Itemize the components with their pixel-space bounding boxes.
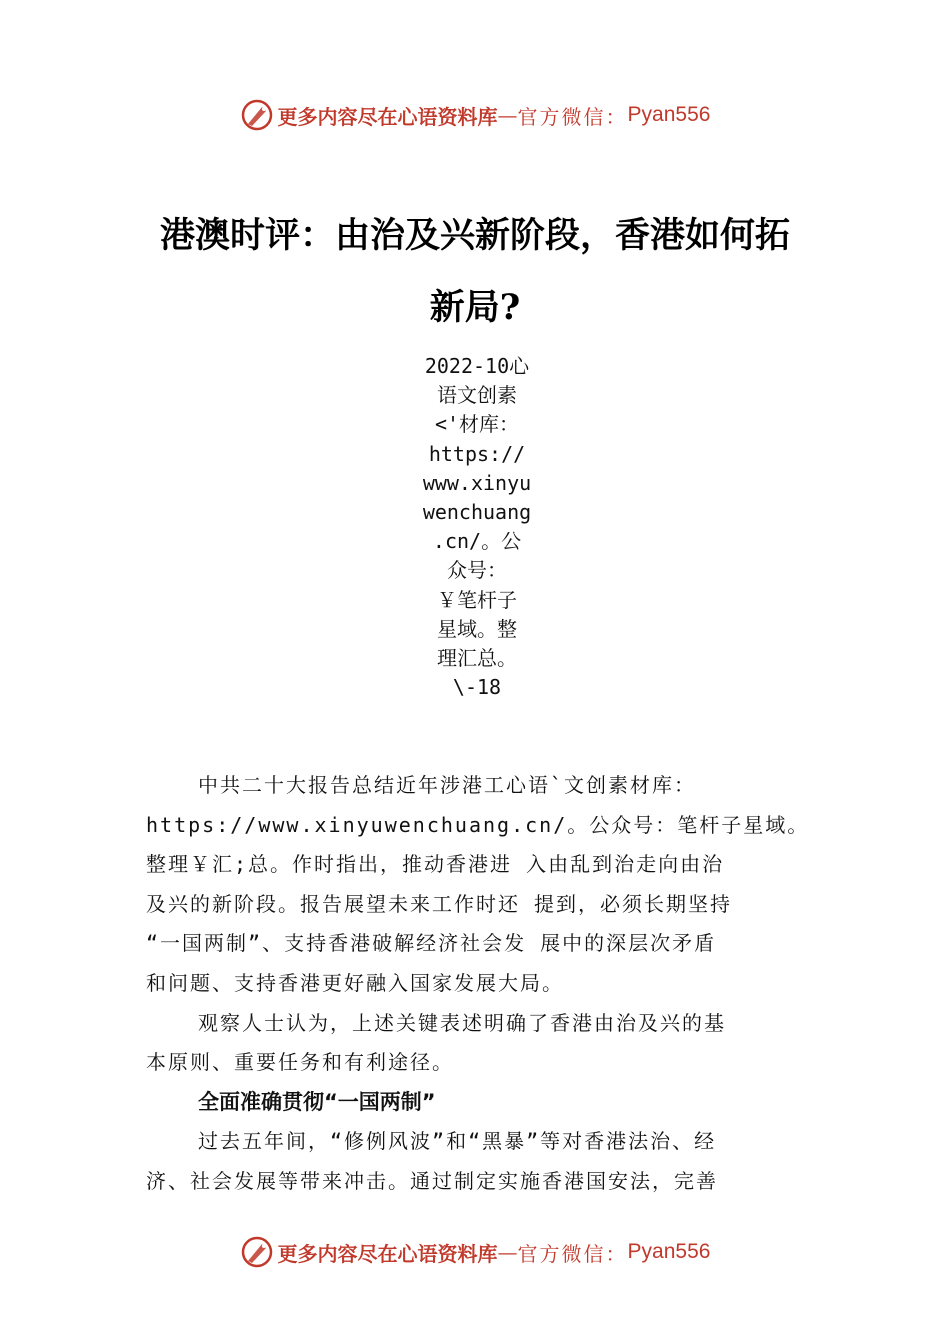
banner-wechat-id: Pyan556 <box>627 1240 711 1263</box>
paragraph-line: 济、社会发展等带来冲击。通过制定实施香港国安法，完善 <box>146 1168 718 1193</box>
meta-line: 众号： <box>447 558 507 583</box>
footer-banner <box>0 1232 950 1272</box>
meta-line: 理汇总。 <box>437 646 517 671</box>
banner-text: 更多内容尽在心语资料库 <box>277 104 498 129</box>
paragraph-line: 和问题、支持香港更好融入国家发展大局。 <box>146 970 564 995</box>
meta-line: 星域。整 <box>437 616 517 641</box>
title-line-1: 港澳时评：由治及兴新阶段，香港如何拓 <box>159 215 790 256</box>
pen-nib-logo-icon <box>240 98 274 132</box>
paragraph-line: 及兴的新阶段。报告展望未来工作时还 提到，必须长期坚持 <box>146 891 733 916</box>
meta-line: .cn/。公 <box>432 529 522 554</box>
paragraph-line: 观察人士认为，上述关键表述明确了香港由治及兴的基 <box>198 1010 726 1035</box>
banner-separator: — <box>497 1240 518 1264</box>
banner-wechat-id: Pyan556 <box>627 103 711 126</box>
meta-line: 语文创素 <box>437 383 517 408</box>
section-heading: 全面准确贯彻“一国两制” <box>198 1089 436 1114</box>
banner-wechat-label: 官方微信： <box>517 1241 628 1266</box>
meta-line: www.xinyu <box>422 470 532 495</box>
paragraph-line: 过去五年间，“修例风波”和“黑暴”等对香港法治、经 <box>198 1129 717 1154</box>
paragraph-line: 本原则、重要任务和有利途径。 <box>146 1050 454 1075</box>
banner-separator: — <box>497 103 518 127</box>
meta-line: 2022-10心 <box>424 354 530 378</box>
banner-wechat-label: 官方微信： <box>517 104 628 129</box>
paragraph-line: https://www.xinyuwenchuang.cn/。公众号：笔杆子星域。 <box>146 812 810 837</box>
banner-text: 更多内容尽在心语资料库 <box>277 1241 498 1266</box>
meta-line: https:// <box>428 441 526 466</box>
paragraph-line: 整理￥汇;总。作时指出，推动香港进 入由乱到治走向由治 <box>146 852 725 877</box>
meta-line: wenchuang <box>422 500 532 525</box>
meta-line: ￥笔杆子 <box>437 587 517 612</box>
meta-line: <'材库： <box>434 412 520 437</box>
paragraph-line: 中共二十大报告总结近年涉港工心语`文创素材库： <box>198 773 697 797</box>
paragraph-line: “一国两制”、支持香港破解经济社会发 展中的深层次矛盾 <box>146 931 717 956</box>
source-meta <box>413 352 541 702</box>
pen-nib-logo-icon <box>240 1235 274 1269</box>
article-body <box>146 766 826 1202</box>
title-line-2: 新局? <box>429 287 521 328</box>
document-title <box>0 200 950 344</box>
header-banner <box>0 95 950 135</box>
meta-line: \-18 <box>452 675 502 700</box>
